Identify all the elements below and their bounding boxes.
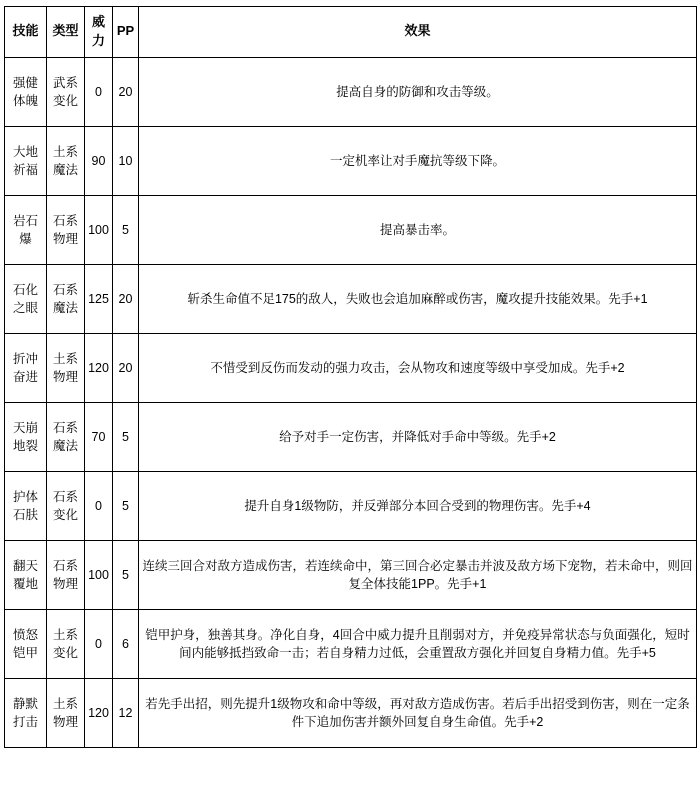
skill-effect: 连续三回合对敌方造成伤害，若连续命中，第三回合必定暴击并波及敌方场下宠物，若未命中，则回复全体技能1PP。先手+1 [139, 540, 697, 609]
skill-pp: 12 [113, 678, 139, 747]
skill-pp: 20 [113, 57, 139, 126]
column-header-power: 威力 [85, 7, 113, 58]
skill-power: 120 [85, 678, 113, 747]
skill-effect: 斩杀生命值不足175的敌人，失败也会追加麻醉或伤害，魔攻提升技能效果。先手+1 [139, 264, 697, 333]
skill-effect: 给予对手一定伤害，并降低对手命中等级。先手+2 [139, 402, 697, 471]
skill-effect: 一定机率让对手魔抗等级下降。 [139, 126, 697, 195]
skill-effect: 不惜受到反伤而发动的强力攻击，会从物攻和速度等级中享受加成。先手+2 [139, 333, 697, 402]
skill-name: 天崩地裂 [5, 402, 47, 471]
skill-name: 静默打击 [5, 678, 47, 747]
skill-type: 石系变化 [47, 471, 85, 540]
skill-name: 护体石肤 [5, 471, 47, 540]
table-row [5, 402, 697, 471]
column-header-type: 类型 [47, 7, 85, 58]
skill-name: 岩石爆 [5, 195, 47, 264]
column-header-name: 技能 [5, 7, 47, 58]
skill-name: 翻天覆地 [5, 540, 47, 609]
skill-power: 125 [85, 264, 113, 333]
skill-pp: 5 [113, 402, 139, 471]
skill-type: 土系物理 [47, 678, 85, 747]
skill-name: 强健体魄 [5, 57, 47, 126]
skill-type: 土系变化 [47, 609, 85, 678]
skill-name: 石化之眼 [5, 264, 47, 333]
skill-pp: 5 [113, 471, 139, 540]
skill-power: 0 [85, 57, 113, 126]
skill-name: 大地祈福 [5, 126, 47, 195]
table-row [5, 195, 697, 264]
skill-power: 100 [85, 540, 113, 609]
skill-power: 0 [85, 609, 113, 678]
column-header-pp: PP [113, 7, 139, 58]
skill-pp: 6 [113, 609, 139, 678]
table-header-row [5, 7, 697, 58]
skill-power: 0 [85, 471, 113, 540]
skill-pp: 5 [113, 195, 139, 264]
table-row [5, 678, 697, 747]
skill-name: 折冲奋进 [5, 333, 47, 402]
skill-effect: 若先手出招，则先提升1级物攻和命中等级，再对敌方造成伤害。若后手出招受到伤害，则在一定条件下追加伤害并额外回复自身生命值。先手+2 [139, 678, 697, 747]
skill-effect: 提高自身的防御和攻击等级。 [139, 57, 697, 126]
skill-type: 土系物理 [47, 333, 85, 402]
skill-effect: 提升自身1级物防，并反弹部分本回合受到的物理伤害。先手+4 [139, 471, 697, 540]
skill-power: 90 [85, 126, 113, 195]
skill-pp: 20 [113, 264, 139, 333]
skill-name: 愤怒铠甲 [5, 609, 47, 678]
table-row [5, 264, 697, 333]
skill-type: 武系变化 [47, 57, 85, 126]
table-row [5, 609, 697, 678]
skill-pp: 5 [113, 540, 139, 609]
skill-effect: 提高暴击率。 [139, 195, 697, 264]
skill-effect: 铠甲护身，独善其身。净化自身，4回合中威力提升且削弱对方，并免疫异常状态与负面强化，短时间内能够抵挡致命一击；若自身精力过低，会重置敌方强化并回复自身精力值。先手+5 [139, 609, 697, 678]
table-header [5, 7, 697, 58]
skill-type: 石系物理 [47, 540, 85, 609]
skill-table [4, 6, 697, 748]
skill-power: 120 [85, 333, 113, 402]
skill-power: 70 [85, 402, 113, 471]
skill-pp: 10 [113, 126, 139, 195]
table-row [5, 540, 697, 609]
skill-pp: 20 [113, 333, 139, 402]
table-row [5, 57, 697, 126]
table-row [5, 333, 697, 402]
column-header-effect: 效果 [139, 7, 697, 58]
table-body [5, 57, 697, 747]
skill-power: 100 [85, 195, 113, 264]
skill-type: 石系物理 [47, 195, 85, 264]
skill-type: 石系魔法 [47, 402, 85, 471]
skill-type: 石系魔法 [47, 264, 85, 333]
skill-type: 土系魔法 [47, 126, 85, 195]
table-row [5, 126, 697, 195]
table-row [5, 471, 697, 540]
